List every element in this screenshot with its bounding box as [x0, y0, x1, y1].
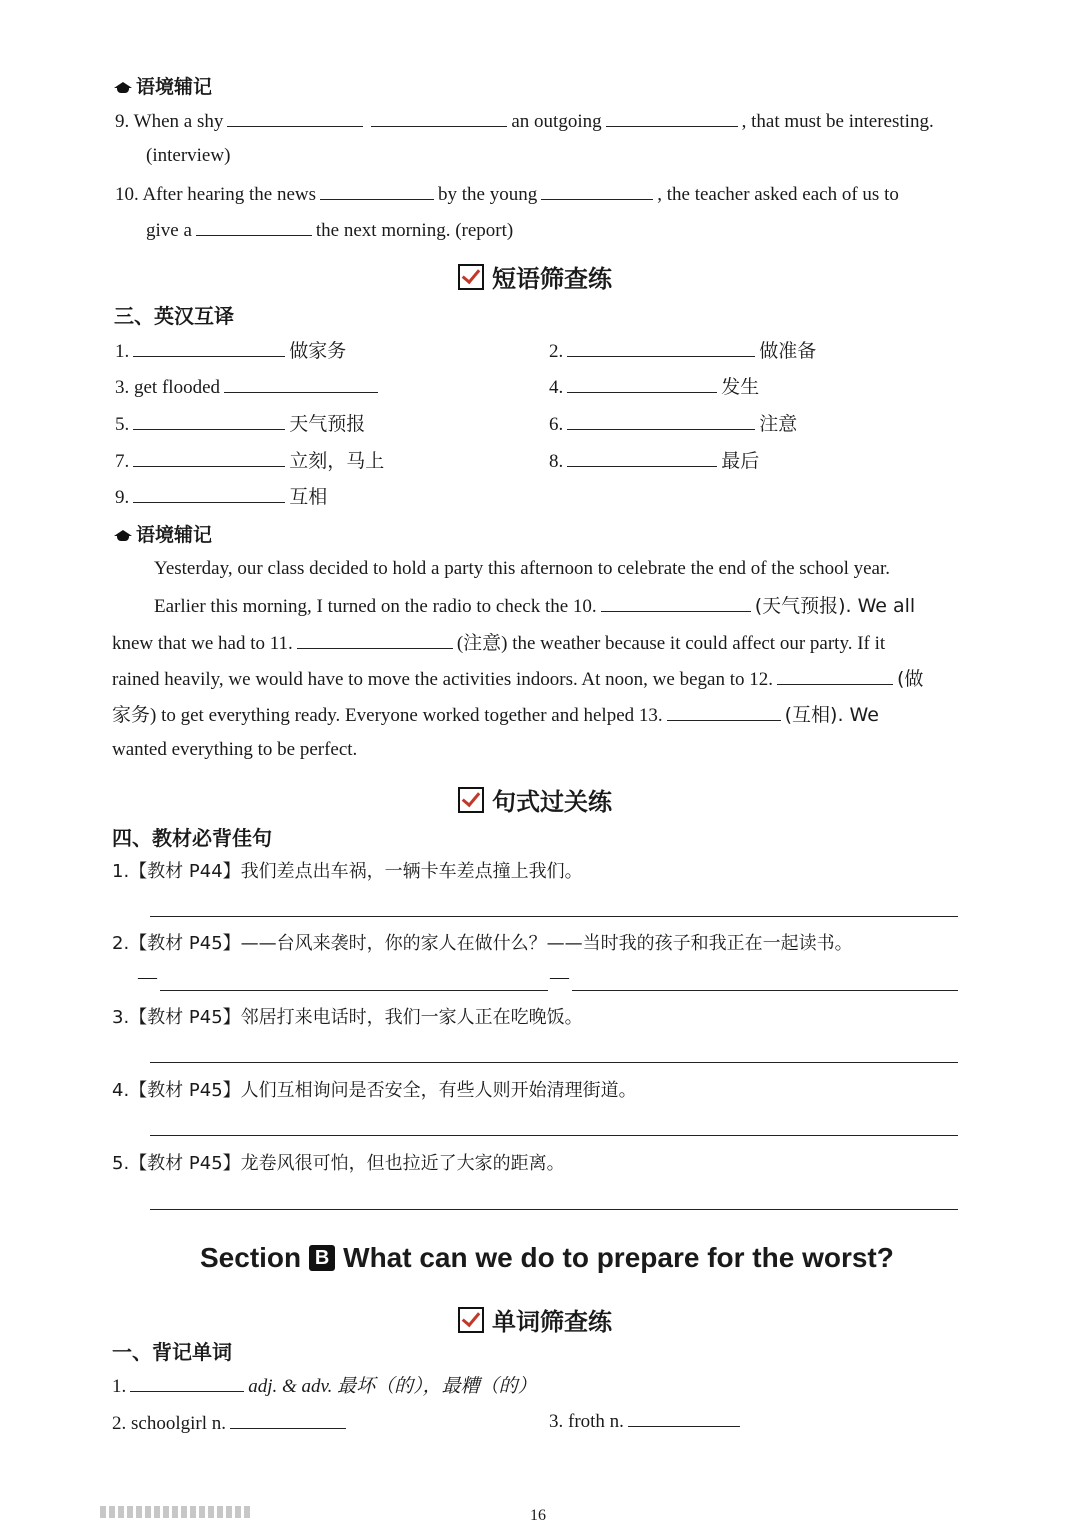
section-word-check: 单词筛查练	[458, 1302, 612, 1337]
answer-blank[interactable]	[567, 374, 717, 393]
answer-blank[interactable]	[297, 630, 453, 649]
word-item-3: 3. froth n.	[549, 1408, 744, 1434]
phrase-item-9: 9. 互相	[115, 486, 328, 508]
page-number: 16	[530, 1507, 546, 1524]
graduation-cap-icon	[114, 530, 132, 542]
answer-blank[interactable]	[567, 411, 755, 430]
answer-blank[interactable]	[133, 338, 285, 357]
answer-blank[interactable]	[320, 181, 434, 200]
passage-line-3: knew that we had to 11. (注意) the weather because it could affect our party. If it	[112, 630, 885, 656]
answer-blank[interactable]	[224, 374, 378, 393]
graduation-cap-icon	[114, 82, 132, 94]
answer-blank[interactable]	[227, 108, 363, 127]
answer-blank[interactable]	[628, 1408, 740, 1427]
phrase-item-6: 6. 注意	[549, 413, 798, 435]
question-9-hint: (interview)	[146, 145, 231, 166]
word-item-2: 2. schoolgirl n.	[112, 1410, 350, 1436]
answer-blank[interactable]	[133, 484, 285, 503]
passage-line-4: rained heavily, we would have to move the activities indoors. At noon, we began to 12. (做	[112, 668, 924, 690]
answer-blank[interactable]	[601, 593, 751, 612]
phrase-item-5: 5. 天气预报	[115, 413, 366, 435]
answer-blank[interactable]	[667, 702, 781, 721]
checkbox-icon	[458, 1307, 484, 1333]
passage-line-6: wanted everything to be perfect.	[112, 739, 358, 760]
word-item-1: 1. adj. & adv. 最坏（的），最糟（的）	[112, 1373, 537, 1399]
checkbox-icon	[458, 787, 484, 813]
question-10-cont: give a the next morning. (report)	[146, 217, 513, 243]
footer-watermark	[100, 1506, 250, 1518]
answer-blank[interactable]	[567, 338, 755, 357]
sentence-item-3: 3.【教材 P45】邻居打来电话时，我们一家人正在吃晚饭。	[112, 1007, 583, 1028]
sentence-item-4: 4.【教材 P45】人们互相询问是否安全，有些人则开始清理街道。	[112, 1080, 637, 1101]
dash-2: —	[550, 967, 569, 988]
dash-1: —	[138, 967, 157, 988]
section-phrase-check: 短语筛查练	[458, 259, 612, 294]
passage-line-1: Yesterday, our class decided to hold a party this afternoon to celebrate the end of the school year.	[154, 558, 891, 579]
sentence-item-5: 5.【教材 P45】龙卷风很可怕，但也拉近了大家的距离。	[112, 1153, 565, 1174]
question-10: 10. After hearing the news by the young , the teacher asked each of us to	[115, 181, 899, 207]
context-heading-1: 语境辅记	[114, 72, 212, 99]
passage-line-5: 家务) to get everything ready. Everyone worked together and helped 13. (互相). We	[112, 704, 879, 726]
checkbox-icon	[458, 264, 484, 290]
question-9: 9. When a shy an outgoing , that must be interesting.	[115, 108, 934, 134]
section-b-title: Section B What can we do to prepare for the worst?	[200, 1242, 894, 1273]
answer-blank[interactable]	[606, 108, 738, 127]
answer-blank[interactable]	[567, 448, 717, 467]
answer-blank[interactable]	[777, 666, 893, 685]
sentence-heading: 四、教材必背佳句	[112, 826, 272, 850]
answer-blank[interactable]	[133, 448, 285, 467]
phrase-item-8: 8. 最后	[549, 450, 760, 472]
answer-blank[interactable]	[196, 217, 312, 236]
answer-blank[interactable]	[371, 108, 507, 127]
answer-blank[interactable]	[130, 1373, 244, 1392]
answer-line[interactable]	[572, 990, 958, 991]
answer-line[interactable]	[150, 1209, 958, 1210]
answer-line[interactable]	[150, 916, 958, 917]
section-letter-badge: B	[309, 1245, 335, 1271]
phrase-item-4: 4. 发生	[549, 376, 760, 398]
word-heading: 一、背记单词	[112, 1340, 232, 1364]
phrase-item-7: 7. 立刻，马上	[115, 450, 385, 472]
phrase-item-1: 1. 做家务	[115, 340, 347, 362]
answer-blank[interactable]	[133, 411, 285, 430]
section-sentence-check: 句式过关练	[458, 782, 612, 817]
answer-blank[interactable]	[230, 1410, 346, 1429]
answer-line[interactable]	[150, 1062, 958, 1063]
passage-line-2: Earlier this morning, I turned on the radio to check the 10. (天气预报). We all	[154, 595, 916, 617]
phrase-item-3: 3. get flooded	[115, 374, 382, 400]
sentence-item-1: 1.【教材 P44】我们差点出车祸，一辆卡车差点撞上我们。	[112, 861, 583, 882]
phrase-item-2: 2. 做准备	[549, 340, 817, 362]
answer-line[interactable]	[150, 1135, 958, 1136]
answer-blank[interactable]	[541, 181, 653, 200]
answer-line[interactable]	[160, 990, 548, 991]
phrase-heading: 三、英汉互译	[114, 304, 234, 328]
sentence-item-2: 2.【教材 P45】——台风来袭时，你的家人在做什么？——当时我的孩子和我正在一起读书。	[112, 933, 853, 954]
context-heading-2: 语境辅记	[114, 520, 212, 547]
